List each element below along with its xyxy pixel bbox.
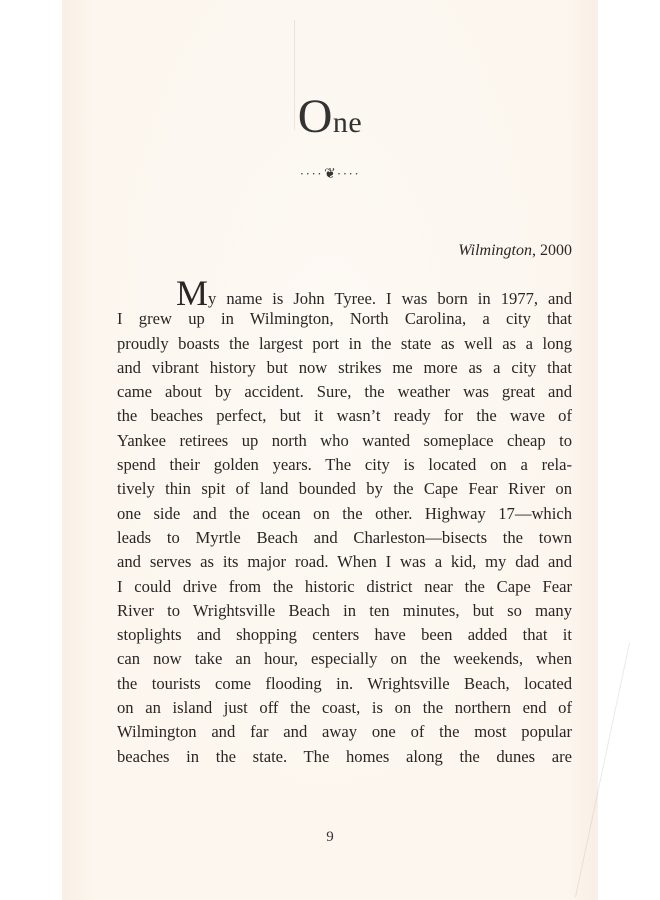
text-line: River to Wrightsville Beach in ten minutes, but so many — [117, 600, 572, 620]
text-line: and vibrant history but now strikes me more as a city that — [117, 357, 572, 377]
drop-cap: M — [176, 273, 209, 313]
text-line: I grew up in Wilmington, North Carolina, a city that — [117, 309, 572, 329]
text-line: My name is John Tyree. I was born in 1977, and — [176, 273, 572, 313]
dateline — [458, 240, 572, 262]
text-line: I could drive from the historic district near the Cape Fear — [117, 576, 572, 596]
page-number: 9 — [326, 829, 334, 845]
text-line: spend their golden years. The city is located on a rela- — [117, 455, 572, 475]
text-line: came about by accident. Sure, the weather was great and — [117, 382, 572, 402]
text-line: leads to Myrtle Beach and Charleston—bisects the town — [117, 527, 572, 547]
chapter-title — [62, 92, 598, 148]
ornament-dots-left: ···· — [299, 166, 324, 181]
text-line: can now take an hour, especially on the weekends, when — [117, 649, 572, 669]
text-line: Yankee retirees up north who wanted someplace cheap to — [117, 430, 572, 450]
chapter-title-rest: ne — [332, 106, 363, 139]
dateline-place: Wilmington — [458, 242, 532, 259]
fleuron-icon: ❦ — [324, 167, 336, 182]
text-line: tively thin spit of land bounded by the Cape Fear River on — [117, 479, 572, 499]
text-line: beaches in the state. The homes along the dunes are — [117, 746, 572, 766]
chapter-title-initial: O — [297, 90, 333, 143]
text-line: on an island just off the coast, is on the northern end of — [117, 698, 572, 718]
text-line: and serves as its major road. When I was a kid, my dad and — [117, 552, 572, 572]
text-line: Wilmington and far and away one of the most popular — [117, 722, 572, 742]
book-page — [62, 0, 598, 900]
paper-crease — [575, 643, 630, 898]
dateline-year: , 2000 — [532, 242, 572, 259]
ornament-dots-right: ···· — [336, 166, 361, 181]
text-line: the beaches perfect, but it wasn’t ready for the wave of — [117, 406, 572, 426]
body-paragraph — [117, 273, 572, 769]
text-line: the tourists come flooding in. Wrightsville Beach, located — [117, 673, 572, 693]
text-line: stoplights and shopping centers have been added that it — [117, 625, 572, 645]
text-line: proudly boasts the largest port in the state as well as a long — [117, 333, 572, 353]
chapter-ornament — [62, 164, 598, 185]
text-line: one side and the ocean on the other. Highway 17—which — [117, 503, 572, 523]
